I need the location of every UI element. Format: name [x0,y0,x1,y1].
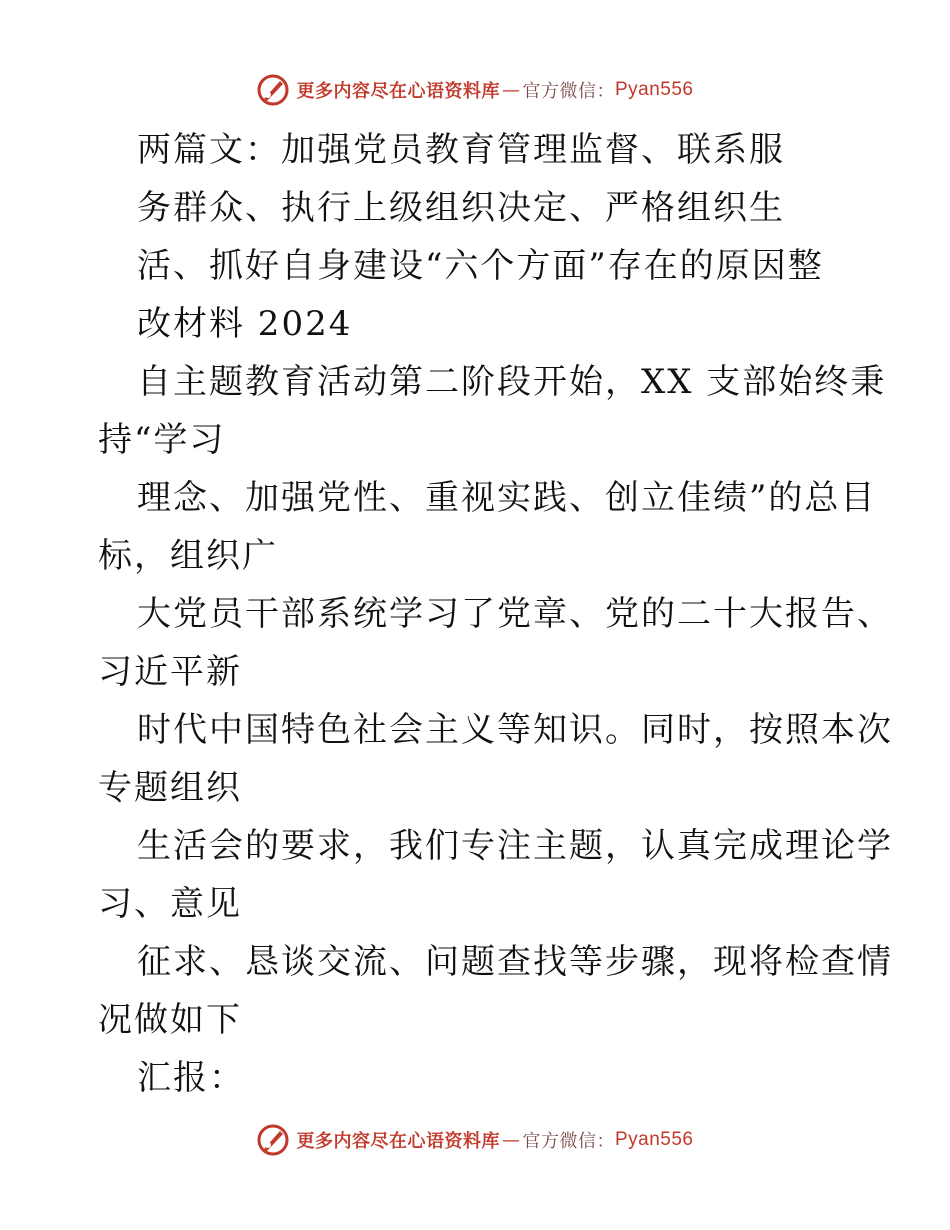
paragraph-line: 时代中国特色社会主义等知识。同时，按照本次 [137,710,893,750]
watermark-footer [0,1120,950,1160]
paragraph-line: 习近平新 [98,652,242,692]
paragraph-line: 况做如下 [98,1000,242,1040]
watermark-dash: — [501,79,521,101]
paragraph-line: 汇报： [137,1058,245,1098]
quill-logo-icon [256,73,290,107]
paragraph-line: 大党员干部系统学习了党章、党的二十大报告、 [137,594,893,634]
paragraph-line: 习、意见 [98,884,242,924]
watermark-header [0,70,950,110]
paragraph-line: 持“学习 [98,420,226,460]
title-line-3: 活、抓好自身建设“六个方面”存在的原因整 [137,246,824,286]
paragraph-line: 征求、恳谈交流、问题查找等步骤，现将检查情 [137,942,893,982]
paragraph-line: 标，组织广 [98,536,278,576]
watermark-dash: — [501,1129,521,1151]
watermark-prefix: 官方微信： [522,81,615,102]
title-line-2: 务群众、执行上级组织决定、严格组织生 [137,188,785,228]
title-line-1: 两篇文：加强党员教育管理监督、联系服 [137,130,785,170]
paragraph-line: 专题组织 [98,768,242,808]
paragraph-line: 自主题教育活动第二阶段开始，XX 支部始终秉 [137,362,887,402]
paragraph-line: 生活会的要求，我们专注主题，认真完成理论学 [137,826,893,866]
title-line-4: 改材料 2024 [137,304,353,344]
paragraph-line: 理念、加强党性、重视实践、创立佳绩”的总目 [137,478,877,518]
watermark-wechat-id: Pyan556 [614,79,694,100]
watermark-main-text: 更多内容尽在心语资料库 [296,1131,500,1152]
watermark-main-text: 更多内容尽在心语资料库 [296,81,500,102]
quill-logo-icon [256,1123,290,1157]
watermark-prefix: 官方微信： [522,1131,615,1152]
watermark-wechat-id: Pyan556 [614,1129,694,1150]
